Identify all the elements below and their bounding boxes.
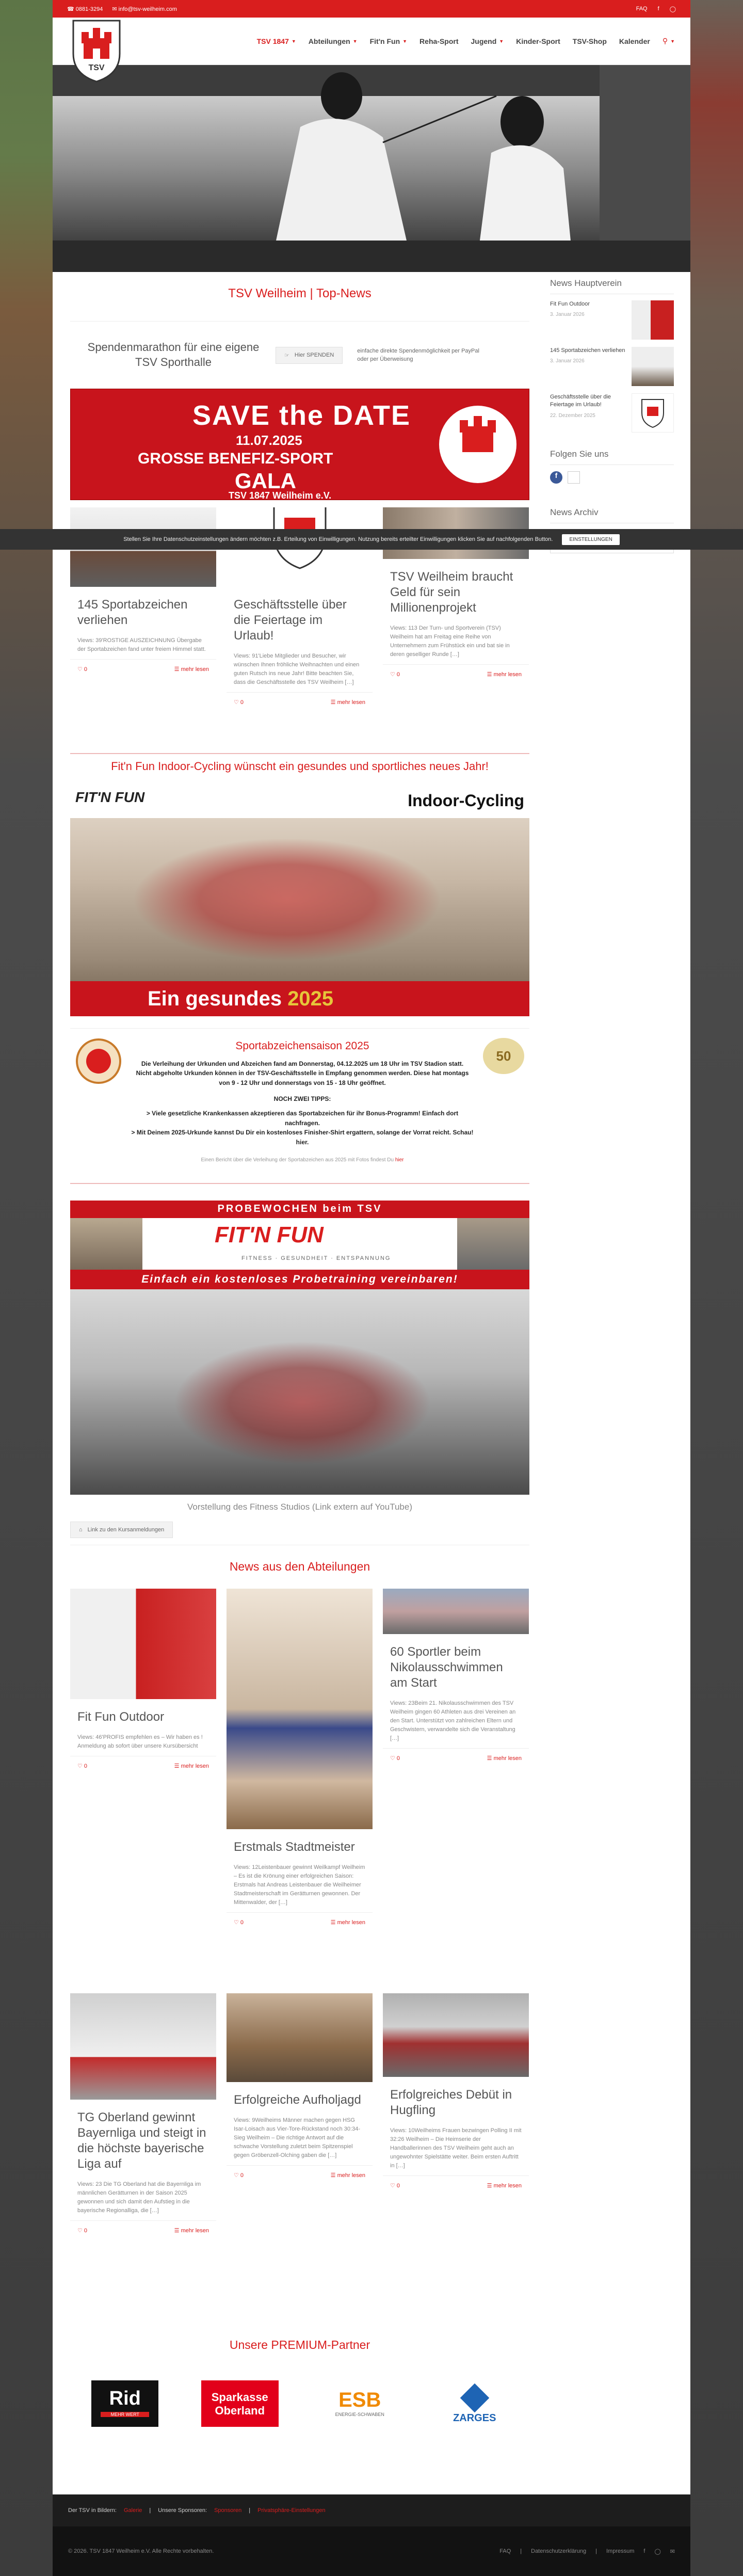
card-title[interactable]: Fit Fun Outdoor xyxy=(77,1709,165,1724)
instagram-icon[interactable]: ◯ xyxy=(654,2548,661,2555)
top-news-title: TSV Weilheim | Top-News xyxy=(70,272,529,322)
instagram-icon[interactable] xyxy=(568,471,580,484)
read-more-link[interactable]: ☰ mehr lesen xyxy=(487,1755,522,1762)
probewochen-header: PROBEWOCHEN beim TSV xyxy=(70,1201,529,1218)
home-icon: ⌂ xyxy=(79,1526,83,1533)
sidebar-follow-title: Folgen Sie uns xyxy=(550,443,674,465)
sidebar xyxy=(550,272,674,553)
sportabzeichen-p4: > Viele gesetzliche Krankenkassen akzeptieren das Sportabzeichen für ihr Bonus-Programm! Einfach dort nachfragen. xyxy=(146,1110,459,1127)
gala-line1: SAVE the DATE xyxy=(192,400,411,431)
main-nav xyxy=(257,37,675,45)
footer-datenschutz-link[interactable]: Datenschutzerklärung xyxy=(531,2548,587,2554)
footer-privacy-link[interactable]: Privatsphäre-Einstellungen xyxy=(257,2507,326,2514)
sportabzeichen-p5: > Mit Deinem 2025-Urkunde kannst Du Dir ein kostenloses Finisher-Shirt ergattern, solange der Vorrat reicht. Schau! hier. xyxy=(131,1129,474,1146)
sidebar-news-item[interactable]: 145 Sportabzeichen verliehen 3. Januar 2026 xyxy=(550,347,674,386)
card-image xyxy=(70,1993,216,2100)
hand-icon: ☞ xyxy=(284,352,289,359)
probewochen-banner[interactable] xyxy=(70,1201,529,1289)
sidebar-news-title: News Hauptverein xyxy=(550,272,674,294)
partner-zarges[interactable]: ZARGES xyxy=(441,2380,508,2427)
like-icon[interactable]: ♡ 0 xyxy=(234,1919,244,1926)
video-caption[interactable]: Vorstellung des Fitness Studios (Link extern auf YouTube) xyxy=(187,1501,412,1512)
tsv-seal xyxy=(439,406,516,483)
sidebar-thumb xyxy=(632,393,674,433)
abteilungen-grid xyxy=(70,1589,529,2325)
top-bar xyxy=(53,0,690,18)
like-icon[interactable]: ♡ 0 xyxy=(390,671,400,678)
spenden-button[interactable]: ☞ Hier SPENDEN xyxy=(276,347,343,364)
card-title[interactable]: Geschäftsstelle über die Feiertage im Urlaub! xyxy=(234,598,347,643)
sportabzeichen-p1: Die Verleihung der Urkunden und Abzeichen fand am Donnerstag, 04.12.2025 um 18 Uhr im TSV Stadion statt. xyxy=(141,1060,464,1067)
nav-abteilungen[interactable]: Abteilungen ▼ xyxy=(308,37,358,45)
spenden-title: Spendenmarathon für eine eigene TSV Sporthalle xyxy=(87,341,260,369)
sidebar-thumb xyxy=(632,300,674,340)
gala-line2: 11.07.2025 xyxy=(236,433,302,448)
nav-tsv-1847[interactable]: TSV 1847 ▼ xyxy=(256,37,296,45)
card-image xyxy=(227,1993,373,2082)
card-title[interactable]: Erfolgreiches Debüt in Hugfling xyxy=(390,2087,512,2117)
page-wrapper xyxy=(53,0,690,2576)
sportabzeichen-badge: 50 xyxy=(483,1038,524,1074)
sportabzeichen-block xyxy=(70,1029,529,1174)
card-image xyxy=(227,1589,373,1829)
banner-ein-gesundes: Ein gesundes 2025 xyxy=(70,981,529,1016)
email-icon[interactable]: ✉ xyxy=(670,2548,675,2555)
gala-banner[interactable] xyxy=(70,389,529,500)
gala-line3: GROSSE BENEFIZ-SPORT xyxy=(138,450,333,467)
news-card[interactable] xyxy=(383,1993,529,2195)
sportabzeichen-title: Sportabzeichensaison 2025 xyxy=(235,1040,369,1052)
faq-link[interactable]: FAQ xyxy=(636,6,648,12)
cookie-bar xyxy=(0,529,743,550)
read-more-link[interactable]: ☰ mehr lesen xyxy=(330,1919,365,1926)
read-more-link[interactable]: ☰ mehr lesen xyxy=(487,2183,522,2189)
read-more-link[interactable]: ☰ mehr lesen xyxy=(174,2228,209,2234)
news-card[interactable] xyxy=(70,1993,216,2240)
facebook-icon[interactable]: f xyxy=(643,2548,645,2554)
read-more-link[interactable]: ☰ mehr lesen xyxy=(487,671,522,678)
like-icon[interactable]: ♡ 0 xyxy=(234,2172,244,2179)
sportabzeichen-logo xyxy=(75,1038,122,1084)
kursanmeldung-button[interactable]: ⌂ Link zu den Kursanmeldungen xyxy=(70,1522,173,1538)
sidebar-news-item[interactable]: Geschäftsstelle über die Feiertage im Urlaub! 22. Dezember 2025 xyxy=(550,393,674,433)
footer-impressum-link[interactable]: Impressum xyxy=(606,2548,635,2554)
sportabzeichen-p2: Nicht abgeholte Urkunden können in der TSV-Geschäftsstelle in Empfang genommen werden. Diese hat montags von 9 - 12 Uhr und donnerstags von 15 - 18 Uhr geöffnet. xyxy=(136,1069,469,1086)
footer-faq-link[interactable]: FAQ xyxy=(499,2548,511,2554)
chevron-down-icon: ▼ xyxy=(352,38,358,44)
news-card[interactable] xyxy=(227,1993,373,2185)
card-excerpt: Views: 23Beim 21. Nikolausschwimmen des TSV Weilheim gingen 60 Athleten aus drei Vereinen an den Start. Unterstützt von zahlreichen Eltern und Geschwistern, verwandelte sich die Veranstaltung […] xyxy=(390,1700,516,1742)
spenden-block xyxy=(70,322,529,389)
indoor-cycling-label: Indoor-Cycling xyxy=(408,791,524,810)
card-image xyxy=(383,1589,529,1634)
site-footer xyxy=(53,2494,690,2526)
like-icon[interactable]: ♡ 0 xyxy=(390,1755,400,1762)
partner-esb[interactable]: ESB ENERGIE-SCHWABEN xyxy=(335,2388,384,2417)
facebook-icon[interactable]: f xyxy=(657,6,659,12)
sidebar-archive-title: News Archiv xyxy=(550,501,674,523)
gala-line5: TSV 1847 Weilheim e.V. xyxy=(229,490,332,500)
partner-sparkasse[interactable]: Sparkasse Oberland xyxy=(201,2380,279,2427)
spenden-desc: einfache direkte Spendenmöglichkeit per PayPal oder per Überweisung xyxy=(357,347,479,362)
read-more-link[interactable]: ☰ mehr lesen xyxy=(330,2172,365,2179)
gala-line4: GALA xyxy=(235,469,296,493)
news-card[interactable] xyxy=(227,1589,373,1932)
card-excerpt: Views: 12Leistenbauer gewinnt Weilkampf Weilheim – Es ist die Krönung einer erfolgreichen Saison: Erstmals hat Andreas Leistenbauer die Weilheimer Stadtmeisterschaft im Gerätturnen gewonnen. Der Mittenwalder, der […] xyxy=(234,1864,365,1906)
probetraining-strip: Einfach ein kostenloses Probetraining vereinbaren! xyxy=(70,1270,529,1289)
like-icon[interactable]: ♡ 0 xyxy=(77,2228,88,2234)
instagram-icon[interactable]: ◯ xyxy=(669,6,676,12)
card-image xyxy=(70,1589,216,1699)
hero-image xyxy=(53,65,690,272)
fencing-photo xyxy=(53,65,690,272)
footer-bottom: © 2026. TSV 1847 Weilheim e.V. Alle Rechte vorbehalten. FAQ | Datenschutzerklärung | Impressum f ◯ ✉ xyxy=(53,2526,690,2576)
footer-galerie-link[interactable]: Galerie xyxy=(123,2507,142,2514)
footer-links: Der TSV in Bildern: Galerie | Unsere Sponsoren: Sponsoren | Privatsphäre-Einstellungen xyxy=(53,2494,690,2526)
sidebar-thumb xyxy=(632,347,674,386)
like-icon[interactable]: ♡ 0 xyxy=(77,666,88,673)
card-title[interactable]: Erfolgreiche Aufholjagd xyxy=(234,2092,361,2107)
news-card[interactable] xyxy=(383,1589,529,1768)
main-column xyxy=(70,272,529,2429)
fitfun-logo: FIT'N FUN xyxy=(75,789,145,806)
copyright: © 2026. TSV 1847 Weilheim e.V. Alle Rechte vorbehalten. xyxy=(68,2548,214,2554)
page-background-left xyxy=(0,0,53,2576)
nav-reha-sport[interactable]: Reha-Sport xyxy=(419,37,459,45)
svg-text:TSV: TSV xyxy=(88,63,105,72)
card-title[interactable]: TG Oberland gewinnt Bayernliga und steigt in die höchste bayerische Liga auf xyxy=(77,2110,206,2171)
indoor-cycling-image[interactable] xyxy=(70,786,529,1016)
card-excerpt: Views: 39'ROSTIGE AUSZEICHNUNG Übergabe der Sportabzeichen fand unter freiem Himmel statt. xyxy=(77,637,206,653)
card-title[interactable]: 145 Sportabzeichen verliehen xyxy=(77,598,188,627)
partners-title: Unsere PREMIUM-Partner xyxy=(229,2338,370,2351)
card-excerpt: Views: 46'PROFIS empfehlen es – Wir haben es ! Anmeldung ab sofort über unsere Kursübersicht xyxy=(77,1734,203,1750)
fitfun-sub: FITNESS · GESUNDHEIT · ENTSPANNUNG xyxy=(241,1255,391,1261)
hier-link[interactable]: hier xyxy=(395,1157,404,1163)
like-icon[interactable]: ♡ 0 xyxy=(390,2183,400,2189)
like-icon[interactable]: ♡ 0 xyxy=(77,1763,88,1770)
chevron-down-icon: ▼ xyxy=(499,38,504,44)
news-card[interactable] xyxy=(70,1589,216,1775)
fitness-team-photo[interactable] xyxy=(70,1289,529,1495)
read-more-link[interactable]: ☰ mehr lesen xyxy=(174,666,209,673)
card-title[interactable]: TSV Weilheim braucht Geld für sein Millionenprojekt xyxy=(390,570,513,615)
card-excerpt: Views: 113 Der Turn- und Sportverein (TSV) Weilheim hat am Freitag eine Reihe von Unternehmern zum Frühstück ein und bat sie in deren geselliger Runde […] xyxy=(390,625,510,658)
sportabzeichen-tips: NOCH ZWEI TIPPS: xyxy=(273,1095,331,1102)
nav-kalender[interactable]: Kalender xyxy=(619,37,650,45)
card-title[interactable]: Erstmals Stadtmeister xyxy=(234,1839,355,1854)
read-more-link[interactable]: ☰ mehr lesen xyxy=(330,699,365,706)
search-icon[interactable]: ⚲ ▼ xyxy=(662,37,675,45)
partner-rid[interactable]: Rid MEHR WERT xyxy=(91,2380,158,2427)
card-image xyxy=(383,1993,529,2077)
fitfun-title: Fit'n Fun Indoor-Cycling wünscht ein gesundes und sportliches neues Jahr! xyxy=(70,753,529,779)
partners-row xyxy=(70,2378,529,2429)
email-link[interactable]: ✉ info@tsv-weilheim.com xyxy=(112,6,177,12)
page-background-right xyxy=(690,0,743,2576)
sidebar-news-item[interactable]: Fit Fun Outdoor 3. Januar 2026 xyxy=(550,300,674,340)
footer-sponsoren-link[interactable]: Sponsoren xyxy=(214,2507,242,2514)
card-excerpt: Views: 9Weilheims Männer machen gegen HSG Isar-Loisach aus Vier-Tore-Rückstand noch 30:34-Sieg Weilheim – Die richtige Antwort auf die schwache Vorstellung zuletzt beim Spitzenspiel gegen Gröbenzell-Olching gaben die […] xyxy=(234,2117,360,2159)
read-more-link[interactable]: ☰ mehr lesen xyxy=(174,1763,209,1770)
fitfun-brand: FIT'N FUN xyxy=(215,1222,324,1247)
tsv-logo[interactable] xyxy=(68,18,125,84)
nav-jugend[interactable]: Jugend ▼ xyxy=(471,37,504,45)
abteilungen-title: News aus den Abteilungen xyxy=(229,1560,370,1574)
card-excerpt: Views: 91'Liebe Mitglieder und Besucher, wir wünschen Ihnen fröhliche Weihnachten und einen guten Rutsch ins neue Jahr! Bitte beachten Sie, dass die Geschäftsstelle des TSV Weilheim […] xyxy=(234,653,360,686)
chevron-down-icon: ▼ xyxy=(402,38,408,44)
nav-tsv-shop[interactable]: TSV-Shop xyxy=(572,37,607,45)
like-icon[interactable]: ♡ 0 xyxy=(234,699,244,706)
nav-fitnfun[interactable]: Fit'n Fun ▼ xyxy=(369,37,408,45)
card-excerpt: Views: 10Weilheims Frauen bezwingen Polling II mit 32:26 Weilheim – Die Heimserie der Handballerinnen des TSV Weilheim geht auch an ungewohnter Spielstätte weiter. Beim ersten Auftritt in […] xyxy=(390,2127,522,2169)
chevron-down-icon: ▼ xyxy=(291,38,296,44)
card-title[interactable]: 60 Sportler beim Nikolausschwimmen am Start xyxy=(390,1644,503,1690)
phone-link[interactable]: ☎ 0881-3294 xyxy=(67,6,103,12)
facebook-icon[interactable]: f xyxy=(550,471,562,484)
sportabzeichen-note: Einen Bericht über die Verleihung der Sportabzeichen aus 2025 mit Fotos findest Du hier xyxy=(201,1157,404,1163)
site-header xyxy=(53,18,690,72)
cookie-text: Stellen Sie Ihre Datenschutzeinstellungen ändern möchten z.B. Erteilung von Einwilligungen. Nutzung bereits erteilter Einwilligungen klicken Sie auf nachfolgenden Button. xyxy=(123,536,553,542)
card-excerpt: Views: 23 Die TG Oberland hat die Bayernliga im männlichen Gerätturnen in der Saison 2025 gewonnen und sich damit den Aufstieg in die bayerische Regionalliga, die […] xyxy=(77,2181,201,2214)
cookie-settings-button[interactable]: EINSTELLUNGEN xyxy=(562,534,619,545)
nav-kinder-sport[interactable]: Kinder-Sport xyxy=(516,37,560,45)
